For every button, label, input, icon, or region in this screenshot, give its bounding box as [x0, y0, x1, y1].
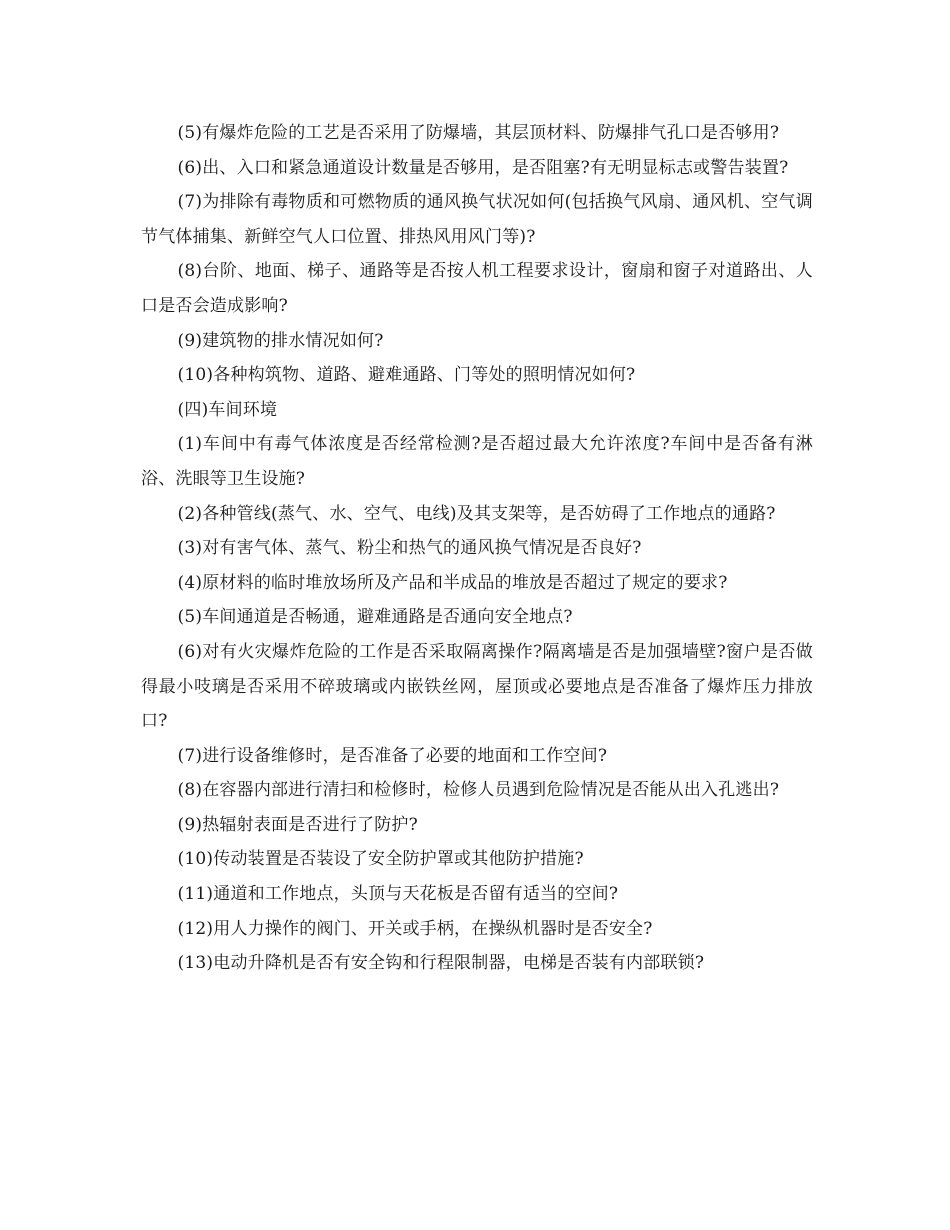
- paragraph-workshop-9-heat-radiation: (9)热辐射表面是否进行了防护?: [177, 814, 418, 835]
- paragraph-workshop-12-manual-controls: (12)用人力操作的阀门、开关或手柄，在操纵机器时是否安全?: [177, 918, 653, 939]
- section-heading-workshop-environment: (四)车间环境: [177, 399, 278, 420]
- paragraph-workshop-2-pipelines: (2)各种管线(蒸气、水、空气、电线)及其支架等，是否妨碍了工作地点的通路?: [177, 503, 776, 524]
- paragraph-item-5-explosion-wall: (5)有爆炸危险的工艺是否采用了防爆墙，其层顶材料、防爆排气孔口是否够用?: [177, 123, 780, 143]
- paragraph-workshop-3-ventilation: (3)对有害气体、蒸气、粉尘和热气的通风换气情况是否良好?: [177, 538, 642, 559]
- paragraph-item-10-lighting: (10)各种构筑物、道路、避难通路、门等处的照明情况如何?: [177, 365, 636, 386]
- paragraph-workshop-5-passages: (5)车间通道是否畅通，避难通路是否通向安全地点?: [177, 607, 573, 628]
- paragraph-item-7-ventilation: (7)为排除有毒物质和可燃物质的通风换气状况如何(包括换气风扇、通风机、空气调节气体捕集、新鲜空气人口位置、排热风用风门等)?: [141, 192, 813, 247]
- paragraph-workshop-11-headroom: (11)通道和工作地点，头顶与天花板是否留有适当的空间?: [177, 884, 619, 905]
- paragraph-workshop-13-elevator: (13)电动升降机是否有安全钩和行程限制器，电梯是否装有内部联锁?: [177, 953, 705, 974]
- paragraph-workshop-6-isolation: (6)对有火灾爆炸危险的工作是否采取隔离操作?隔离墙是否是加强墙壁?窗户是否做得最小吱璃是否采用不碎玻璃或内嵌铁丝网，屋顶或必要地点是否准备了爆炸压力排放口?: [141, 641, 813, 732]
- paragraph-item-9-drainage: (9)建筑物的排水情况如何?: [177, 330, 384, 351]
- paragraph-item-6-exits: (6)出、入口和紧急通道设计数量是否够用，是否阻塞?有无明显标志或警告装置?: [177, 157, 789, 178]
- paragraph-item-8-stairs-floors: (8)台阶、地面、梯子、通路等是否按人机工程要求设计，窗扇和窗子对道路出、人口是否会造成影响?: [141, 261, 813, 316]
- paragraph-workshop-4-storage: (4)原材料的临时堆放场所及产品和半成品的堆放是否超过了规定的要求?: [177, 572, 728, 593]
- paragraph-workshop-7-maintenance-space: (7)进行设备维修时，是否准备了必要的地面和工作空间?: [177, 745, 608, 766]
- paragraph-workshop-1-toxic-gas: (1)车间中有毒气体浓度是否经常检测?是否超过最大允许浓度?车间中是否备有淋浴、洗眼等卫生设施?: [141, 434, 813, 489]
- document-body: [141, 116, 813, 981]
- paragraph-workshop-10-transmission-guard: (10)传动装置是否装设了安全防护罩或其他防护措施?: [177, 849, 584, 870]
- paragraph-workshop-8-vessel-cleaning: (8)在容器内部进行清扫和检修时，检修人员遇到危险情况是否能从出入孔逃出?: [177, 780, 780, 801]
